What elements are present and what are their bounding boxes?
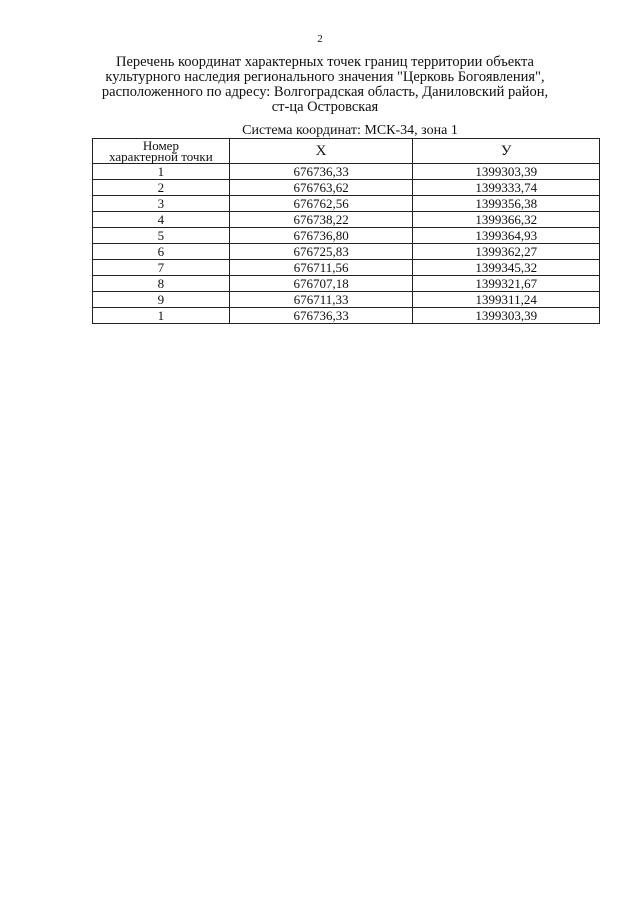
cell-point: 5	[93, 228, 230, 244]
header-point-line1: Номер	[142, 138, 179, 153]
title-line: расположенного по адресу: Волгоградская область, Даниловский район,	[101, 84, 549, 100]
cell-x: 676711,33	[229, 292, 413, 308]
cell-point: 7	[93, 260, 230, 276]
header-y: У	[413, 139, 600, 164]
cell-x: 676762,56	[229, 196, 413, 212]
cell-point: 9	[93, 292, 230, 308]
title-line: ст-ца Островская	[271, 99, 379, 115]
title-line: Перечень координат характерных точек границ территории объекта	[116, 54, 534, 70]
header-x: X	[229, 139, 413, 164]
title-line: культурного наследия регионального значения "Церковь Богоявления",	[105, 69, 545, 85]
cell-x: 676736,33	[229, 308, 413, 324]
cell-x: 676711,56	[229, 260, 413, 276]
header-point-line2: характерной точки	[109, 149, 213, 164]
coordinate-system-caption: Система координат: МСК-34, зона 1	[242, 123, 458, 138]
cell-y: 1399356,38	[413, 196, 600, 212]
table-row	[93, 196, 600, 212]
cell-point: 1	[93, 164, 230, 180]
cell-x: 676725,83	[229, 244, 413, 260]
cell-x: 676736,33	[229, 164, 413, 180]
cell-x: 676707,18	[229, 276, 413, 292]
cell-x: 676738,22	[229, 212, 413, 228]
cell-y: 1399303,39	[413, 164, 600, 180]
table-row	[93, 228, 600, 244]
cell-point: 6	[93, 244, 230, 260]
cell-point: 8	[93, 276, 230, 292]
cell-y: 1399345,32	[413, 260, 600, 276]
table-row	[93, 164, 600, 180]
cell-y: 1399364,93	[413, 228, 600, 244]
cell-y: 1399311,24	[413, 292, 600, 308]
table-row	[93, 260, 600, 276]
table-row	[93, 292, 600, 308]
cell-point: 2	[93, 180, 230, 196]
cell-y: 1399303,39	[413, 308, 600, 324]
cell-point: 3	[93, 196, 230, 212]
header-point-number	[93, 139, 230, 164]
page-number: 2	[317, 33, 323, 45]
table-row	[93, 180, 600, 196]
cell-x: 676763,62	[229, 180, 413, 196]
cell-y: 1399321,67	[413, 276, 600, 292]
cell-y: 1399366,32	[413, 212, 600, 228]
table-row	[93, 244, 600, 260]
table-row	[93, 212, 600, 228]
document-title	[70, 55, 580, 115]
coordinates-table	[92, 138, 600, 324]
cell-point: 1	[93, 308, 230, 324]
table-row	[93, 308, 600, 324]
table-header-row	[93, 139, 600, 164]
cell-point: 4	[93, 212, 230, 228]
table-row	[93, 276, 600, 292]
cell-y: 1399333,74	[413, 180, 600, 196]
cell-y: 1399362,27	[413, 244, 600, 260]
cell-x: 676736,80	[229, 228, 413, 244]
